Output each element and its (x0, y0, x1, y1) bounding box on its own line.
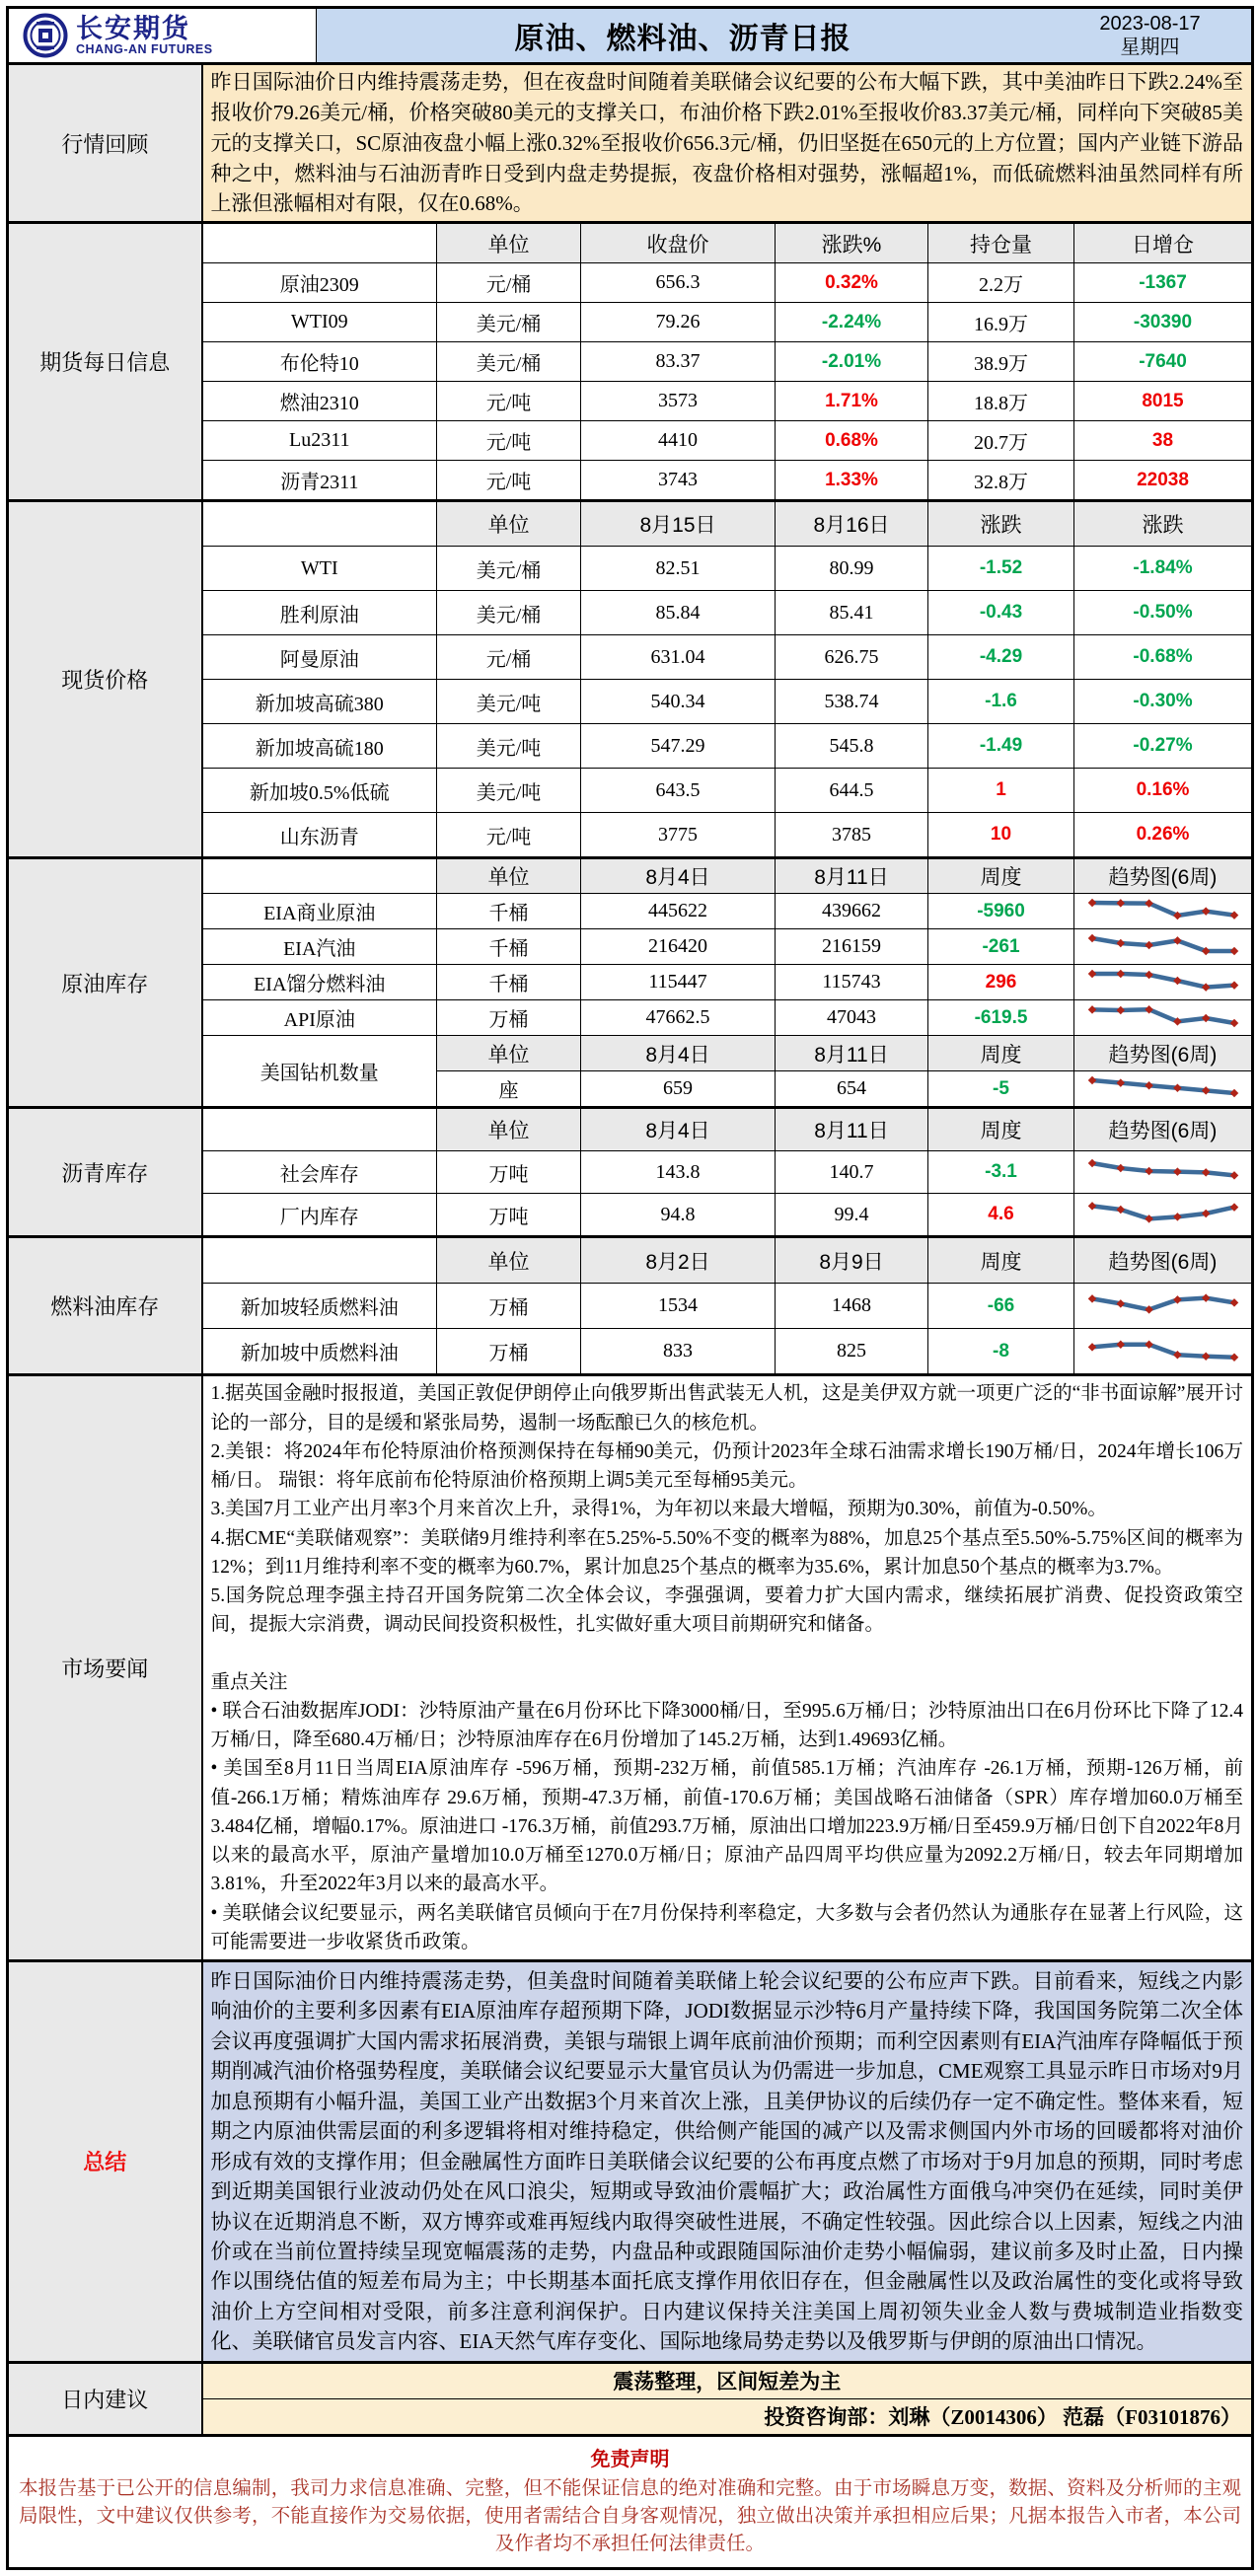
value-cell: 439662 (776, 894, 928, 929)
trend-sparkline (1074, 1000, 1253, 1036)
column-header: 单位 (437, 223, 581, 263)
section-label-review: 行情回顾 (8, 64, 202, 223)
unit-cell: 千桶 (437, 894, 581, 929)
column-header: 周度 (928, 1036, 1074, 1071)
chg-cell: 1.71% (776, 382, 928, 421)
news-focus-heading: 重点关注 (210, 1671, 288, 1693)
value-cell: 3775 (581, 813, 776, 858)
unit-cell: 元/桶 (437, 263, 581, 303)
unit-cell: 美元/桶 (437, 547, 581, 591)
series-name: 新加坡中质燃料油 (202, 1329, 437, 1375)
unit-cell: 美元/吨 (437, 680, 581, 724)
value-cell: 644.5 (776, 769, 928, 813)
disclaimer-title: 免责声明 (590, 2448, 670, 2470)
section-label-summary: 总结 (8, 1961, 202, 2363)
company-name-cn: 长安期货 (76, 13, 190, 43)
value-cell: 3785 (776, 813, 928, 858)
spot-header-row (8, 501, 1253, 547)
value-cell: 216420 (581, 929, 776, 965)
column-header: 单位 (437, 501, 581, 547)
report-header-row (8, 8, 1253, 64)
column-header: 8月11日 (776, 1108, 928, 1151)
column-header: 单位 (437, 1237, 581, 1284)
value-cell: 1534 (581, 1284, 776, 1329)
product-name: 新加坡高硫380 (202, 680, 437, 724)
value-cell: 143.8 (581, 1151, 776, 1194)
value-cell: 115447 (581, 965, 776, 1000)
weekly-chg-cell: -5960 (928, 894, 1074, 929)
column-header: 单位 (437, 1036, 581, 1071)
chg-cell: 1.33% (776, 461, 928, 501)
oi-chg-cell: 38 (1074, 421, 1253, 461)
column-header: 8月16日 (776, 501, 928, 547)
pct-cell: -0.27% (1074, 724, 1253, 769)
oi-chg-cell: -1367 (1074, 263, 1253, 303)
date-value: 2023-08-17 (1099, 13, 1201, 35)
product-name: 阿曼原油 (202, 635, 437, 680)
weekly-chg-cell: -3.1 (928, 1151, 1074, 1194)
review-text: 昨日国际油价日内维持震荡走势，但在夜盘时间随着美联储会议纪要的公布大幅下跌，其中美油昨日下跌2.24%至报收价79.26美元/桶，价格突破80美元的支撑关口，布油价格下跌2.01%至报收价83.37美元/桶，同样向下突破85美元的支撑关口，SC原油夜盘小幅上涨0.32%至报收价656.3元/桶，仍旧坚挺在650元的上方位置；国内产业链下游品种之中，燃料油与石油沥青昨日受到内盘走势提振，夜盘价格相对强势，涨幅超1%，而低硫燃料油虽然同样有所上涨但涨幅相对有限，仅在0.68%。 (202, 64, 1253, 223)
value-cell: 80.99 (776, 547, 928, 591)
unit-cell: 美元/桶 (437, 303, 581, 342)
chg-cell: 0.68% (776, 421, 928, 461)
chg-cell: -1.49 (928, 724, 1074, 769)
chg-cell: -2.24% (776, 303, 928, 342)
value-cell: 99.4 (776, 1194, 928, 1237)
value-cell: 216159 (776, 929, 928, 965)
summary-text: 昨日国际油价日内维持震荡走势，但美盘时间随着美联储上轮会议纪要的公布应声下跌。目前看来，短线之内影响油价的主要利多因素有EIA原油库存超预期下降，JODI数据显示沙特6月产量持续下降，我国国务院第二次全体会议再度强调扩大国内需求拓展消费，美银与瑞银上调年底前油价预期；而利空因素则有EIA汽油库存降幅低于预期削减汽油价格强势程度，美联储会议纪要显示大量官员认为仍需进一步加息，CME观察工具显示昨日市场对9月加息预期有小幅升温，美国工业产出数据3个月来首次上涨，且美伊协议的后续仍存一定不确定性。整体来看，短期之内原油供需层面的利多逻辑将相对维持稳定，供给侧产能国的减产以及需求侧国内外市场的回暖都将对油价形成有效的支撑作用；但金融属性方面昨日美联储会议纪要的公布再度点燃了市场对于9月加息的预期，同时考虑到近期美国银行业波动仍处在风口浪尖，短期或导致油价震幅扩大；政治属性方面俄乌冲突仍在延续，同时美伊协议在近期消息不断，双方博弈或难再短线内取得突破性进展，不确定性较强。因此综合以上因素，短线之内油价或在当前位置持续呈现宽幅震荡的走势，内盘品种或跟随国际油价走势小幅偏弱，建议前多及时止盈，日内操作以围绕估值的短差布局为主；中长期基本面托底支撑作用依旧存在，但金融属性以及政治属性的变化或将导致油价上方空间相对受限，前多注意利润保护。日内建议保持关注美国上周初领失业金人数与费城制造业指数变化、美联储官员发言内容、EIA天然气库存变化、国际地缘局势走势以及俄罗斯与伊朗的原油出口情况。 (202, 1961, 1253, 2363)
chg-cell: -0.43 (928, 591, 1074, 635)
trend-sparkline (1074, 1071, 1253, 1108)
column-header: 单位 (437, 858, 581, 894)
disclaimer-text: 本报告基于已公开的信息编制，我司力求信息准确、完整，但不能保证信息的绝对准确和完整。由于市场瞬息万变，数据、资料及分析师的主观局限性，文中建议仅供参考，不能直接作为交易依据，使用者需结合自身客观情况，独立做出决策并承担相应后果；凡据本报告入市者，本公司及作者均不承担任何法律责任。 (19, 2477, 1241, 2555)
weekly-chg-cell: 296 (928, 965, 1074, 1000)
news-text (202, 1375, 1253, 1961)
column-header: 周度 (928, 858, 1074, 894)
company-logo (9, 9, 317, 62)
section-label-news: 市场要闻 (8, 1375, 202, 1961)
trend-sparkline (1074, 894, 1253, 929)
value-cell: 545.8 (776, 724, 928, 769)
chg-cell: 0.32% (776, 263, 928, 303)
section-label-crude-inv: 原油库存 (8, 858, 202, 1108)
contract-name: 原油2309 (202, 263, 437, 303)
trend-sparkline (1074, 1151, 1253, 1194)
value-cell: 1468 (776, 1284, 928, 1329)
unit-cell: 万桶 (437, 1000, 581, 1036)
value-cell: 82.51 (581, 547, 776, 591)
column-header: 8月2日 (581, 1237, 776, 1284)
value-cell: 140.7 (776, 1151, 928, 1194)
pct-cell: -0.68% (1074, 635, 1253, 680)
column-header: 8月4日 (581, 1036, 776, 1071)
news-paragraph: 1.据英国金融时报报道，美国正敦促伊朗停止向俄罗斯出售武装无人机，这是美伊双方就一项更广泛的“非书面谅解”展开讨论的一部分，目的是缓和紧张局势，遏制一场酝酿已久的核危机。 (210, 1383, 1243, 1434)
column-header: 趋势图(6周) (1074, 1108, 1253, 1151)
unit-cell: 美元/桶 (437, 342, 581, 382)
column-header: 持仓量 (928, 223, 1074, 263)
trend-sparkline (1074, 929, 1253, 965)
chg-cell: -4.29 (928, 635, 1074, 680)
oi-chg-cell: -7640 (1074, 342, 1253, 382)
oi-cell: 38.9万 (928, 342, 1074, 382)
series-name: EIA汽油 (202, 929, 437, 965)
weekly-chg-cell: -261 (928, 929, 1074, 965)
advice-section (8, 2362, 1253, 2398)
chg-cell: -1.6 (928, 680, 1074, 724)
pct-cell: -0.30% (1074, 680, 1253, 724)
unit-cell: 美元/桶 (437, 591, 581, 635)
company-logo-icon (23, 13, 68, 58)
contract-name: 燃油2310 (202, 382, 437, 421)
unit-cell: 万桶 (437, 1329, 581, 1375)
asphalt-inv-header-row (8, 1108, 1253, 1151)
news-paragraph: • 联合石油数据库JODI：沙特原油产量在6月份环比下降3000桶/日，至995.6万桶/日；沙特原油出口在6月份环比下降了12.4万桶/日，降至680.4万桶/日；沙特原油库存在6月份增加了145.2万桶，达到1.49693亿桶。 (210, 1700, 1243, 1751)
chg-cell: -1.52 (928, 547, 1074, 591)
trend-sparkline (1074, 1329, 1253, 1375)
review-section (8, 64, 1253, 223)
column-header: 涨跌 (1074, 501, 1253, 547)
unit-cell: 美元/吨 (437, 724, 581, 769)
series-name: 社会库存 (202, 1151, 437, 1194)
weekly-chg-cell: -66 (928, 1284, 1074, 1329)
value-cell: 626.75 (776, 635, 928, 680)
disclaimer (8, 2435, 1253, 2568)
daily-report (6, 6, 1251, 2570)
value-cell: 94.8 (581, 1194, 776, 1237)
weekly-chg-cell: 4.6 (928, 1194, 1074, 1237)
chg-cell: 1 (928, 769, 1074, 813)
weekday-value: 星期四 (1120, 37, 1180, 58)
unit-cell: 元/吨 (437, 461, 581, 501)
unit-cell: 元/吨 (437, 382, 581, 421)
contract-name: Lu2311 (202, 421, 437, 461)
oi-cell: 32.8万 (928, 461, 1074, 501)
close-cell: 656.3 (581, 263, 776, 303)
summary-section (8, 1961, 1253, 2363)
close-cell: 4410 (581, 421, 776, 461)
column-header: 趋势图(6周) (1074, 858, 1253, 894)
empty-cell (202, 223, 437, 263)
section-label-spot: 现货价格 (8, 501, 202, 858)
column-header: 8月4日 (581, 1108, 776, 1151)
product-name: 新加坡高硫180 (202, 724, 437, 769)
series-name: 新加坡轻质燃料油 (202, 1284, 437, 1329)
unit-cell: 座 (437, 1071, 581, 1108)
value-cell: 445622 (581, 894, 776, 929)
oi-cell: 16.9万 (928, 303, 1074, 342)
section-label-fuel-inv: 燃料油库存 (8, 1237, 202, 1375)
weekly-chg-cell: -619.5 (928, 1000, 1074, 1036)
news-paragraph: 3.美国7月工业产出月率3个月来首次上升，录得1%，为年初以来最大增幅，预期为0.30%，前值为-0.50%。 (210, 1499, 1107, 1520)
value-cell: 47662.5 (581, 1000, 776, 1036)
oi-chg-cell: 22038 (1074, 461, 1253, 501)
contract-name: WTI09 (202, 303, 437, 342)
product-name: 新加坡0.5%低硫 (202, 769, 437, 813)
close-cell: 79.26 (581, 303, 776, 342)
news-paragraph: 5.国务院总理李强主持召开国务院第二次全体会议，李强强调，要着力扩大国内需求，继续拓展扩消费、促投资政策空间，提振大宗消费，调动民间投资积极性，扎实做好重大项目前期研究和储备。 (210, 1585, 1243, 1636)
fuel-inv-header-row (8, 1237, 1253, 1284)
weekly-chg-cell: -8 (928, 1329, 1074, 1375)
empty-cell (202, 1237, 437, 1284)
value-cell: 631.04 (581, 635, 776, 680)
column-header: 单位 (437, 1108, 581, 1151)
news-paragraph: 4.据CME“美联储观察”：美联储9月维持利率在5.25%-5.50%不变的概率为88%，加息25个基点至5.50%-5.75%区间的概率为12%；到11月维持利率不变的概率为60.7%，累计加息25个基点的概率为35.6%，累计加息50个基点的概率为3.7%。 (210, 1527, 1243, 1578)
value-cell: 833 (581, 1329, 776, 1375)
empty-cell (202, 858, 437, 894)
pct-cell: -0.50% (1074, 591, 1253, 635)
empty-cell (202, 1108, 437, 1151)
empty-cell (202, 501, 437, 547)
product-name: 胜利原油 (202, 591, 437, 635)
disclaimer-section (8, 2435, 1253, 2568)
column-header: 8月15日 (581, 501, 776, 547)
unit-cell: 万桶 (437, 1284, 581, 1329)
series-name: API原油 (202, 1000, 437, 1036)
series-name: EIA馏分燃料油 (202, 965, 437, 1000)
report-header (8, 8, 1253, 64)
column-header: 周度 (928, 1237, 1074, 1284)
column-header: 趋势图(6周) (1074, 1036, 1253, 1071)
close-cell: 83.37 (581, 342, 776, 382)
value-cell: 825 (776, 1329, 928, 1375)
oi-cell: 20.7万 (928, 421, 1074, 461)
trend-sparkline (1074, 1284, 1253, 1329)
series-name: EIA商业原油 (202, 894, 437, 929)
series-name: 厂内库存 (202, 1194, 437, 1237)
value-cell: 115743 (776, 965, 928, 1000)
column-header: 周度 (928, 1108, 1074, 1151)
news-section (8, 1375, 1253, 1961)
chg-cell: -2.01% (776, 342, 928, 382)
value-cell: 643.5 (581, 769, 776, 813)
series-name: 美国钻机数量 (202, 1036, 437, 1108)
column-header: 8月9日 (776, 1237, 928, 1284)
oi-chg-cell: 8015 (1074, 382, 1253, 421)
value-cell: 538.74 (776, 680, 928, 724)
pct-cell: -1.84% (1074, 547, 1253, 591)
value-cell: 47043 (776, 1000, 928, 1036)
unit-cell: 元/桶 (437, 635, 581, 680)
futures-header-row (8, 223, 1253, 263)
trend-sparkline (1074, 1194, 1253, 1237)
close-cell: 3743 (581, 461, 776, 501)
close-cell: 3573 (581, 382, 776, 421)
advice-line1: 震荡整理，区间短差为主 (202, 2362, 1253, 2398)
report-date (1049, 9, 1251, 62)
contract-name: 布伦特10 (202, 342, 437, 382)
contract-name: 沥青2311 (202, 461, 437, 501)
column-header: 8月11日 (776, 1036, 928, 1071)
value-cell: 85.84 (581, 591, 776, 635)
oi-cell: 18.8万 (928, 382, 1074, 421)
pct-cell: 0.16% (1074, 769, 1253, 813)
unit-cell: 千桶 (437, 965, 581, 1000)
value-cell: 547.29 (581, 724, 776, 769)
weekly-chg-cell: -5 (928, 1071, 1074, 1108)
news-paragraph: • 美联储会议纪要显示，两名美联储官员倾向于在7月份保持利率稳定，大多数与会者仍然认为通胀存在显著上行风险，这可能需要进一步收紧货币政策。 (210, 1902, 1243, 1952)
value-cell: 85.41 (776, 591, 928, 635)
column-header: 趋势图(6周) (1074, 1237, 1253, 1284)
company-name-en: CHANG-AN FUTURES (76, 42, 213, 57)
value-cell: 654 (776, 1071, 928, 1108)
column-header: 8月4日 (581, 858, 776, 894)
trend-sparkline (1074, 965, 1253, 1000)
section-label-futures: 期货每日信息 (8, 223, 202, 501)
report-table (6, 6, 1254, 2570)
section-label-asphalt-inv: 沥青库存 (8, 1108, 202, 1237)
column-header: 8月11日 (776, 858, 928, 894)
unit-cell: 元/吨 (437, 813, 581, 858)
column-header: 日增仓 (1074, 223, 1253, 263)
oi-cell: 2.2万 (928, 263, 1074, 303)
product-name: 山东沥青 (202, 813, 437, 858)
column-header: 涨跌% (776, 223, 928, 263)
pct-cell: 0.26% (1074, 813, 1253, 858)
column-header: 收盘价 (581, 223, 776, 263)
unit-cell: 元/吨 (437, 421, 581, 461)
page-title: 原油、燃料油、沥青日报 (514, 23, 851, 55)
unit-cell: 万吨 (437, 1194, 581, 1237)
news-paragraph: 2.美银：将2024年布伦特原油价格预测保持在每桶90美元，仍预计2023年全球石油需求增长190万桶/日，2024年增长106万桶/日。 瑞银：将年底前布伦特原油价格预期上调5美元至每桶95美元。 (210, 1440, 1243, 1492)
chg-cell: 10 (928, 813, 1074, 858)
column-header: 涨跌 (928, 501, 1074, 547)
advice-consultants: 投资咨询部：刘琳（Z0014306） 范磊（F03101876） (202, 2398, 1253, 2435)
unit-cell: 千桶 (437, 929, 581, 965)
value-cell: 659 (581, 1071, 776, 1108)
value-cell: 540.34 (581, 680, 776, 724)
oi-chg-cell: -30390 (1074, 303, 1253, 342)
news-paragraph: • 美国至8月11日当周EIA原油库存 -596万桶，预期-232万桶，前值585.1万桶；汽油库存 -26.1万桶，预期-126万桶，前值-266.1万桶；精炼油库存 29.6万桶，预期-47.3万桶，前值-170.6万桶；美国战略石油储备（SPR）库存增加60.0万桶至3.484亿桶，增幅0.17%。原油进口 -176.3万桶，前值293.7万桶，原油出口增加223.9万桶/日至459.9万桶/日创下自2022年8月以来的最高水平，原油产量增加10.0万桶至1270.0万桶/日；原油产品四周平均供应量为2092.2万桶/日，较去年同期增加3.81%，升至2022年3月以来的最高水平。 (210, 1758, 1243, 1895)
crude-inv-header-row (8, 858, 1253, 894)
section-label-advice: 日内建议 (8, 2362, 202, 2435)
unit-cell: 美元/吨 (437, 769, 581, 813)
product-name: WTI (202, 547, 437, 591)
unit-cell: 万吨 (437, 1151, 581, 1194)
